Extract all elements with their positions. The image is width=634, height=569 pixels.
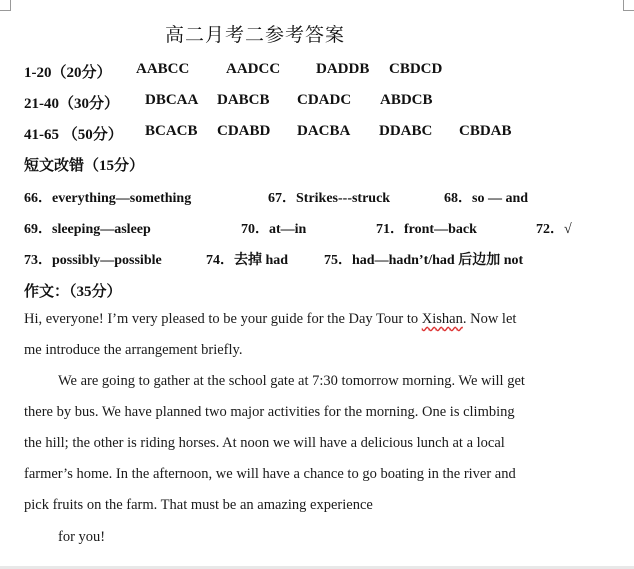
essay-heading: 作文：（35分） bbox=[24, 284, 122, 300]
essay-line: there by bus. We have planned two major activities for the morning. One is climbing bbox=[24, 404, 515, 420]
answer-group: CDADC bbox=[297, 92, 352, 108]
correction-item: 72．√ bbox=[536, 222, 572, 237]
essay-line: We are going to gather at the school gate at 7:30 tomorrow morning. We will get bbox=[58, 373, 525, 389]
correction-heading: 短文改错（15分） bbox=[24, 158, 145, 174]
answer-group: CBDCD bbox=[389, 61, 443, 77]
answer-group: ABDCB bbox=[380, 92, 433, 108]
answer-group: DACBA bbox=[297, 123, 351, 139]
correction-item: 69．sleeping—asleep bbox=[24, 222, 151, 237]
essay-line bbox=[24, 311, 516, 328]
answer-group: DDABC bbox=[379, 123, 433, 139]
answer-range: 41-65 （50分） bbox=[24, 127, 123, 143]
answer-group: CDABD bbox=[217, 123, 271, 139]
place-name-spellcheck: Xishan bbox=[421, 311, 463, 327]
correction-item: 71．front—back bbox=[376, 222, 477, 237]
answer-group: DBCAA bbox=[145, 92, 199, 108]
page-corner-mark-right bbox=[623, 0, 634, 11]
essay-text: Hi, everyone! I’m very pleased to be your guide for the Day Tour to bbox=[24, 311, 422, 327]
page-corner-mark-left bbox=[0, 0, 11, 11]
answer-group: BCACB bbox=[145, 123, 198, 139]
essay-line: for you! bbox=[58, 529, 106, 545]
correction-item: 68．so — and bbox=[444, 191, 529, 206]
correction-item: 66．everything—something bbox=[24, 191, 192, 206]
essay-text: . Now let bbox=[462, 311, 517, 327]
correction-item: 73．possibly—possible bbox=[24, 253, 162, 268]
answer-group: DABCB bbox=[217, 92, 270, 108]
answer-group: AADCC bbox=[226, 61, 281, 77]
essay-line: pick fruits on the farm. That must be an amazing experience bbox=[24, 497, 373, 513]
essay-line: me introduce the arrangement briefly. bbox=[24, 342, 243, 358]
correction-item: 74．去掉 had bbox=[206, 253, 289, 268]
correction-item: 67．Strikes---struck bbox=[268, 191, 391, 206]
essay-line: the hill; the other is riding horses. At noon we will have a delicious lunch at a local bbox=[24, 435, 505, 451]
answer-group: CBDAB bbox=[459, 123, 512, 139]
answer-range: 1-20（20分） bbox=[24, 65, 112, 81]
document-title: 高二月考二参考答案 bbox=[165, 24, 346, 46]
essay-line: farmer’s home. In the afternoon, we will have a chance to go boating in the river and bbox=[24, 466, 516, 482]
correction-item: 75．had—hadn’t/had 后边加 not bbox=[324, 253, 524, 268]
answer-range: 21-40（30分） bbox=[24, 96, 119, 112]
answer-group: AABCC bbox=[136, 61, 190, 77]
answer-group: DADDB bbox=[316, 61, 370, 77]
correction-item: 70．at—in bbox=[241, 222, 307, 237]
